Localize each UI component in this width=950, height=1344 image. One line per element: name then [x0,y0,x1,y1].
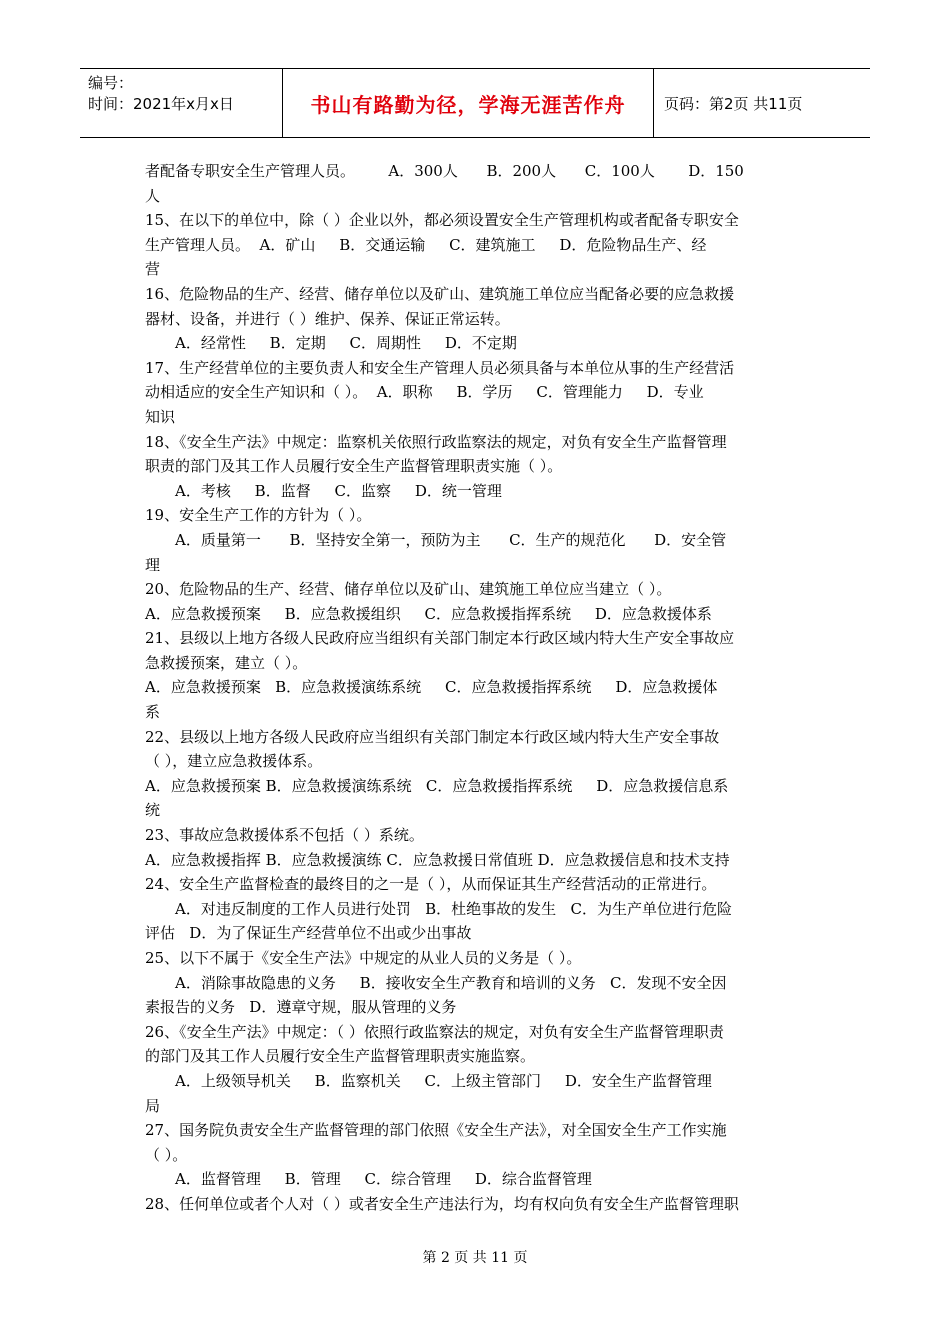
text-line: 21、县级以上地方各级人民政府应当组织有关部门制定本行政区域内特大生产安全事故应 [145,629,735,648]
text-line: 统 [145,801,161,820]
header-meta [80,69,282,137]
motto: 书山有路勤为径，学海无涯苦作舟 [310,92,626,117]
header-motto-cell [282,69,654,137]
text-line: A．应急救援指挥 B．应急救援演练 C．应急救援日常值班 D．应急救援信息和技术支持 [145,850,730,869]
text-line: A．应急救援预案 B．应急救援组织 C．应急救援指挥系统 D．应急救援体系 [145,604,712,623]
text-line: 20、危险物品的生产、经营、储存单位以及矿山、建筑施工单位应当建立（ ）。 [145,580,672,599]
header-page-cell [654,69,870,137]
text-line: 局 [145,1096,161,1115]
text-line: （ ），建立应急救援体系。 [145,752,323,771]
text-line: 22、县级以上地方各级人民政府应当组织有关部门制定本行政区域内特大生产安全事故 [145,727,720,746]
text-line: 26、《安全生产法》中规定：（ ）依照行政监察法的规定，对负有安全生产监督管理职责 [145,1022,724,1041]
text-line: 营 [145,260,161,279]
text-line: 23、事故应急救援体系不包括（ ）系统。 [145,826,424,845]
text-line: 25、以下不属于《安全生产法》中规定的从业人员的义务是（ ）。 [145,949,582,967]
text-line: 者配备专职安全生产管理人员。 A．300人 B．200人 C．100人 D．150 [145,162,744,180]
text-line: A．监督管理 B．管理 C．综合管理 D．综合监督管理 [175,1170,592,1189]
text-line: 19、安全生产工作的方针为（ ）。 [145,506,372,525]
document-time: 时间：2021年x月x日 [88,95,234,113]
text-line: A．质量第一 B．坚持安全第一，预防为主 C．生产的规范化 D．安全管 [175,530,727,549]
text-line: 器材、设备，并进行（ ）维护、保养、保证正常运转。 [145,309,510,328]
text-line: A．消除事故隐患的义务 B．接收安全生产教育和培训的义务 C．发现不安全因 [175,973,727,992]
page-info: 页码：第2页 共11页 [664,94,803,113]
text-line: 素报告的义务 D．遵章守规，服从管理的义务 [145,998,457,1017]
document-body [145,159,810,1217]
text-line: 28、任何单位或者个人对（ ）或者安全生产违法行为，均有权向负有安全生产监督管理职 [145,1194,739,1213]
text-line: 知识 [145,407,176,426]
document-number: 编号： [88,74,134,92]
text-line: 16、危险物品的生产、经营、储存单位以及矿山、建筑施工单位应当配备必要的应急救援 [145,284,735,303]
text-line: 24、安全生产监督检查的最终目的之一是（ ），从而保证其生产经营活动的正常进行。 [145,875,717,894]
text-line: 的部门及其工作人员履行安全生产监督管理职责实施监察。 [145,1047,536,1066]
text-line: 系 [145,703,161,722]
text-line: 17、生产经营单位的主要负责人和安全生产管理人员必须具备与本单位从事的生产经营活 [145,358,735,377]
text-line: A．上级领导机关 B．监察机关 C．上级主管部门 D．安全生产监督管理 [175,1071,712,1090]
text-line: A．考核 B．监督 C．监察 D．统一管理 [175,481,502,500]
text-line: 18、《安全生产法》中规定：监察机关依照行政监察法的规定，对负有安全生产监督管理 [145,432,727,451]
text-line: 急救援预案，建立（ ）。 [145,653,308,672]
text-line: A．应急救援预案 B．应急救援演练系统 C．应急救援指挥系统 D．应急救援体 [145,678,718,697]
text-line: 15、在以下的单位中，除（ ）企业以外，都必须设置安全生产管理机构或者配备专职安全 [145,211,739,230]
text-line: （ ）。 [145,1145,188,1164]
page-footer: 第 2 页 共 11 页 [422,1250,528,1266]
text-line: 理 [145,555,161,574]
text-line: 27、国务院负责安全生产监督管理的部门依照《安全生产法》，对全国安全生产工作实施 [145,1121,727,1140]
text-line: A．对违反制度的工作人员进行处罚 B．杜绝事故的发生 C．为生产单位进行危险 [175,899,732,918]
text-line: 职责的部门及其工作人员履行安全生产监督管理职责实施（ ）。 [145,457,563,476]
text-line: 人 [145,186,161,205]
text-line: 动相适应的安全生产知识和（ ）。 A．职称 B．学历 C．管理能力 D．专业 [145,383,704,402]
page-header [80,68,870,138]
text-line: 评估 D．为了保证生产经营单位不出或少出事故 [145,924,472,943]
text-line: 生产管理人员。 A．矿山 B．交通运输 C．建筑施工 D．危险物品生产、经 [145,235,707,254]
text-line: A．经常性 B．定期 C．周期性 D．不定期 [175,334,517,353]
text-line: A．应急救援预案 B．应急救援演练系统 C．应急救援指挥系统 D．应急救援信息系 [145,776,729,795]
